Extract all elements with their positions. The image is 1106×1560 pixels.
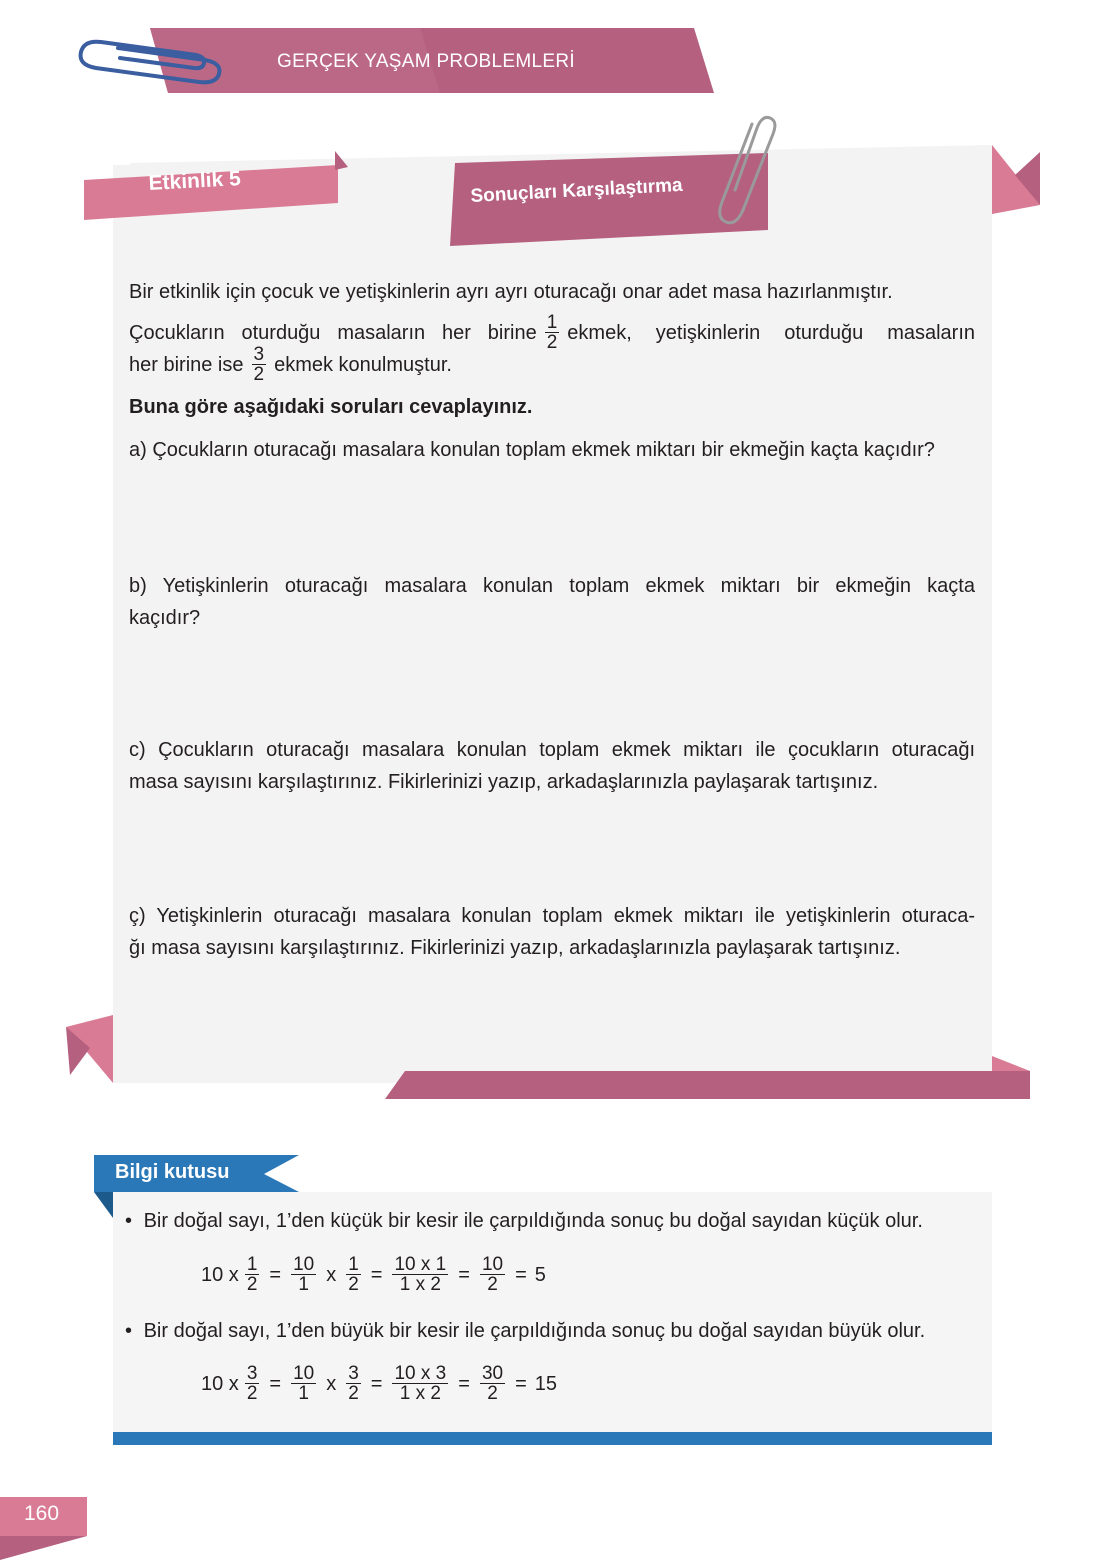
info-box-title: Bilgi kutusu [115,1161,230,1183]
fraction-numerator: 3 [253,344,265,365]
fraction-numerator: 30 [481,1363,504,1384]
equals-sign: = [515,1263,527,1286]
intro-line-2-start: Çocukların oturduğu masaların her birine [129,321,537,344]
fraction-denominator: 1 [291,1274,316,1294]
intro-line-2-end: ekmek, yetişkinlerin oturduğu masaların [567,321,976,344]
formula-fraction [291,1255,316,1294]
fraction-numerator: 10 [293,1254,315,1275]
info-bullet-2-text: Bir doğal sayı, 1’den büyük bir kesir ile çarpıldığında sonuç bu doğal sayıdan büyük olur. [143,1320,926,1342]
formula-lead: 10 x [201,1372,239,1395]
fraction-denominator: 2 [480,1383,505,1403]
equals-sign: = [458,1372,470,1395]
question-c-line-2: masa sayısını karşılaştırınız. Fikirlerinizi yazıp, arkadaşlarınızla paylaşarak tartışınız. [129,771,879,793]
fraction-denominator: 2 [253,364,265,385]
fraction-numerator: 10 [481,1254,504,1275]
fraction-numerator: 10 x 1 [394,1254,447,1275]
question-c-line-1: c) Çocukların oturacağı masalara konulan toplam ekmek miktarı ile çocukların oturacağı [129,739,975,761]
formula-fraction [346,1364,361,1403]
bullet-dot: • [125,1320,133,1342]
formula-fraction [392,1364,448,1403]
multiply-sign: x [326,1372,337,1395]
info-bullet-1 [125,1206,923,1236]
formula-fraction [291,1364,316,1403]
formula-fraction [245,1255,260,1294]
intro-line-3 [129,345,975,384]
equals-sign: = [515,1372,527,1395]
intro-line-3-end: ekmek konulmuştur. [274,353,452,376]
formula-fraction [346,1255,361,1294]
equals-sign: = [370,1372,383,1395]
intro-line-1: Bir etkinlik için çocuk ve yetişkinlerin ayrı ayrı oturacağı onar adet masa hazırlanmıştır. [129,281,893,303]
fraction-three-halves [252,345,267,384]
intro-line-3-start: her birine ise [129,353,244,376]
formula-fraction [245,1364,260,1403]
fraction-numerator: 10 [293,1363,315,1384]
question-b-line-2: kaçıdır? [129,607,201,629]
question-cc-line-1: ç) Yetişkinlerin oturacağı masalara konulan toplam ekmek miktarı ile yetişkinlerin oturaca- [129,905,975,927]
info-bullet-1-text: Bir doğal sayı, 1’den küçük bir kesir ile çarpıldığında sonuç bu doğal sayıdan küçük olur. [143,1210,923,1232]
formula-fraction [480,1364,505,1403]
equals-sign: = [370,1263,383,1286]
equals-sign: = [269,1263,282,1286]
fraction-denominator: 1 x 2 [392,1274,448,1294]
fraction-denominator: 2 [246,1383,258,1404]
fraction-denominator: 2 [246,1274,258,1295]
formula-2 [199,1364,559,1403]
formula-lead: 10 x [201,1263,239,1286]
formula-1 [199,1255,548,1294]
fraction-numerator: 10 x 3 [394,1363,447,1384]
fraction-numerator: 1 [348,1254,359,1275]
fraction-numerator: 3 [246,1363,258,1384]
formula-result: 15 [534,1372,558,1395]
fraction-denominator: 1 x 2 [392,1383,448,1403]
formula-result: 5 [534,1263,546,1286]
fraction-denominator: 2 [348,1274,359,1295]
formula-fraction [480,1255,505,1294]
question-cc-line-2: ğı masa sayısını karşılaştırınız. Fikirlerinizi yazıp, arkadaşlarınızla paylaşarak tartışınız. [129,937,901,959]
formula-fraction [392,1255,448,1294]
fraction-denominator: 2 [480,1274,505,1294]
fraction-denominator: 2 [546,332,558,353]
bullet-dot: • [125,1210,133,1232]
multiply-sign: x [326,1263,337,1286]
equals-sign: = [269,1372,282,1395]
fraction-denominator: 2 [348,1383,359,1404]
info-box [0,1150,1106,1450]
page-number: 160 [24,1502,60,1525]
info-bullet-2 [125,1316,925,1346]
topic-title: Sonuçları Karşılaştırma [470,174,684,207]
question-b-line-1: b) Yetişkinlerin oturacağı masalara konulan toplam ekmek miktarı bir ekmeğin kaçta [129,575,975,597]
equals-sign: = [458,1263,470,1286]
question-a: a) Çocukların oturacağı masalara konulan toplam ekmek miktarı bir ekmeğin kaçta kaçıdır? [129,439,935,461]
header-title: GERÇEK YAŞAM PROBLEMLERİ [277,51,575,72]
fraction-numerator: 1 [246,1254,258,1275]
fraction-numerator: 3 [348,1363,359,1384]
instruction: Buna göre aşağıdaki soruları cevaplayınız. [129,396,533,418]
fraction-numerator: 1 [546,312,558,333]
activity-label: Etkinlik 5 [148,167,242,195]
fraction-denominator: 1 [291,1383,316,1403]
